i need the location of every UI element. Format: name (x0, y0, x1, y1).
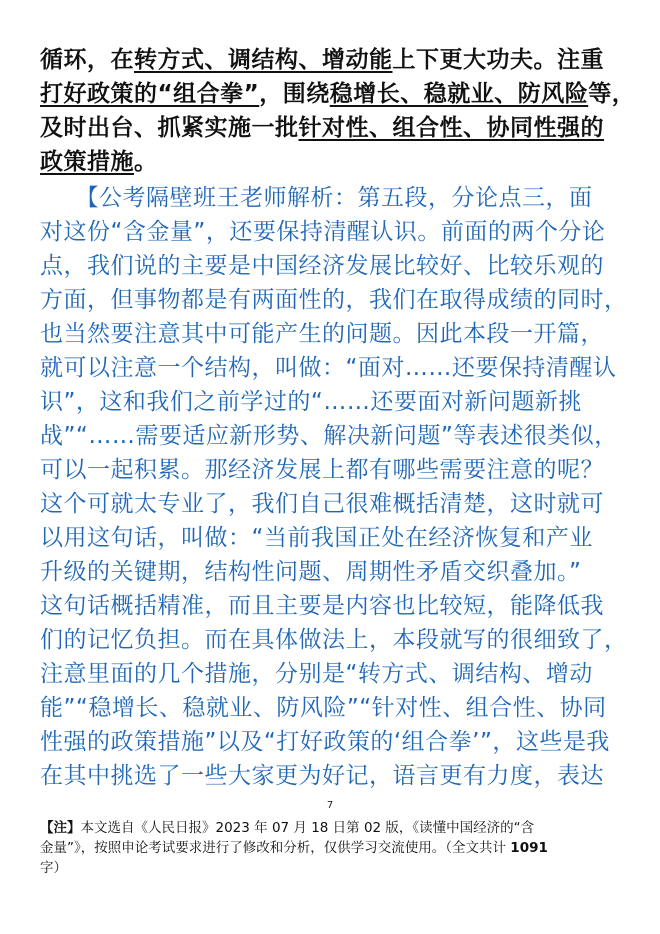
text-segment: 及时出台、抓紧实施一批 (40, 115, 299, 141)
footnote-line-1 (40, 818, 624, 838)
footnote-line-3: 字） (40, 860, 67, 876)
analysis-line: 们的记忆负担。而在具体做法上，本段就写的很细致了， (40, 627, 628, 653)
footnote-text: 本文选自《人民日报》2023 年 07 月 18 日第 02 版，《读懂中国经济的“含 (80, 820, 535, 836)
text-segment: 。 (134, 149, 158, 175)
analysis-line: 也当然要注意其中可能产生的问题。因此本段一开篇， (40, 321, 604, 347)
footnote-text: 金量”》，按照申论考试要求进行了修改和分析，仅供学习交流使用。（全文共计 (40, 840, 511, 856)
analysis-line: 对这份“含金量”，还要保持清醒认识。前面的两个分论 (40, 219, 606, 245)
footnote-label: 【注】 (40, 820, 81, 836)
underlined-phrase: 转方式、调结构、增动能 (134, 47, 393, 73)
word-count: 1091 (510, 840, 548, 856)
analysis-line: 可以一起积累。那经济发展上都有哪些需要注意的呢？ (40, 457, 604, 483)
analysis-line: 这个可就太专业了，我们自己很难概括清楚，这时就可 (40, 491, 604, 517)
analysis-line: 性强的政策措施”以及“打好政策的‘组合拳’”，这些是我 (40, 729, 610, 755)
article-line-1 (40, 43, 624, 77)
analysis-line: 就可以注意一个结构，叫做：“面对……还要保持清醒认 (40, 355, 617, 381)
underlined-phrase: 打好政策的“组合拳” (40, 81, 260, 107)
footnote-line-2 (40, 838, 624, 858)
text-segment: ，围绕 (259, 81, 330, 107)
analysis-line: 注意里面的几个措施，分别是“转方式、调结构、增动 (40, 661, 593, 687)
underlined-phrase: 政策措施 (40, 149, 134, 175)
underlined-phrase: 稳增长、稳就业、防风险 (329, 81, 589, 107)
article-line-2 (40, 77, 636, 111)
analysis-line: 以用这句话，叫做：“当前我国正处在经济恢复和产业 (40, 525, 593, 551)
analysis-line: 点，我们说的主要是中国经济发展比较好、比较乐观的 (40, 253, 604, 279)
article-paragraph (40, 43, 636, 179)
analysis-line: 升级的关键期，结构性问题、周期性矛盾交织叠加。” (40, 559, 582, 585)
text-segment: 上下更大功夫。注重 (392, 47, 604, 73)
text-segment: 循环，在 (40, 47, 134, 73)
analysis-line: 【公考隔壁班王老师解析：第五段，分论点三，面 (40, 185, 593, 211)
footnote (40, 818, 624, 878)
analysis-line: 在其中挑选了一些大家更为好记，语言更有力度，表达 (40, 763, 604, 789)
analysis-line: 方面，但事物都是有两面性的，我们在取得成绩的同时， (40, 287, 628, 313)
analysis-line: 识”，这和我们之前学过的“……还要面对新问题新挑 (40, 389, 582, 415)
analysis-line: 能”“稳增长、稳就业、防风险”“针对性、组合性、协同 (40, 695, 607, 721)
analysis-line: 这句话概括精准，而且主要是内容也比较短，能降低我 (40, 593, 604, 619)
text-segment: 等， (588, 81, 636, 107)
analysis-line: 战”“……需要适应新形势、解决新问题”等表述很类似， (40, 423, 618, 449)
article-line-3 (40, 111, 624, 145)
article-line-4 (40, 145, 624, 179)
analysis-paragraph (40, 181, 628, 793)
underlined-phrase: 针对性、组合性、协同性强的 (298, 115, 604, 141)
page-number: 7 (326, 800, 334, 811)
